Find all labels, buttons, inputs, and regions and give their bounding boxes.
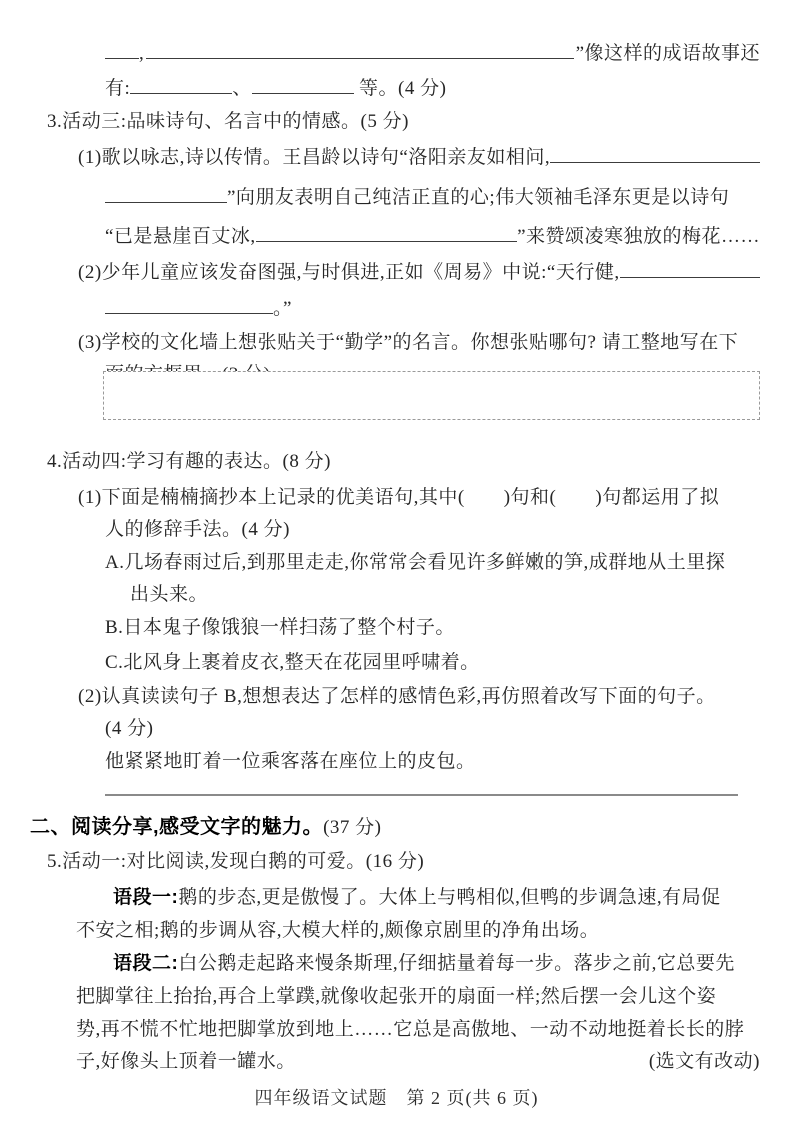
page-footer: 四年级语文试题 第 2 页(共 6 页) xyxy=(254,1088,539,1108)
q3-part2-line2 xyxy=(105,293,292,320)
q4-option-a-line2: 出头来。 xyxy=(130,584,209,605)
q4-option-a-line1: A.几场春雨过后,到那里走走,你常常会看见许多鲜嫩的笋,成群地从土里探 xyxy=(105,552,726,573)
question-5-title: 5.活动一:对比阅读,发现白鹅的可爱。(16 分) xyxy=(47,851,425,872)
passage-2-text-line1: 白公鹅走起路来慢条斯理,仔细掂量着每一步。落步之前,它总要先 xyxy=(178,953,735,974)
fill-in-blank xyxy=(550,145,760,163)
q2-line2-separator: 、 xyxy=(232,78,252,99)
q4-part2-line2: (4 分) xyxy=(105,718,154,739)
q4-part1-line2: 人的修辞手法。(4 分) xyxy=(105,519,290,540)
q4-part2-line1: (2)认真读读句子 B,想想表达了怎样的感情色彩,再仿照着改写下面的句子。 xyxy=(78,686,716,707)
q3-part1-line2 xyxy=(105,182,729,209)
q4-part1-line1: (1)下面是楠楠摘抄本上记录的优美语句,其中( )句和( )句都运用了拟 xyxy=(78,487,720,508)
q3-part1-line1 xyxy=(78,142,760,169)
q3-part1-line3 xyxy=(105,221,760,248)
q5-passage2-line4 xyxy=(76,1046,760,1073)
q2-continuation-line2 xyxy=(105,73,446,100)
q3-part1-text: (1)歌以咏志,诗以传情。王昌龄以诗句“洛阳亲友如相问, xyxy=(78,147,551,168)
passage-2-text-line4: 子,好像头上顶着一罐水。 xyxy=(76,1051,296,1072)
passage-1-text-line1: 鹅的步态,更是傲慢了。大体上与鸭相似,但鸭的步调急速,有局促 xyxy=(178,887,721,908)
fill-in-blank xyxy=(105,41,139,59)
q5-passage1-line2: 不安之相;鹅的步调从容,大模大样的,颇像京剧里的净角出场。 xyxy=(76,920,600,941)
question-3-title: 3.活动三:品味诗句、名言中的情感。(5 分) xyxy=(47,111,409,132)
q3-part2-line2-text: 。” xyxy=(273,298,292,319)
q2-line1-tail: ”像这样的成语故事还 xyxy=(575,43,760,64)
q3-part1-line3-pre: “已是悬崖百丈冰, xyxy=(105,226,256,247)
q3-part3-line1: (3)学校的文化墙上想张贴关于“勤学”的名言。你想张贴哪句? 请工整地写在下 xyxy=(78,332,739,353)
q5-passage1-line1 xyxy=(113,882,721,909)
q3-part2-line1 xyxy=(78,257,760,284)
q3-part2-text: (2)少年儿童应该发奋图强,与时俱进,正如《周易》中说:“天行健, xyxy=(78,262,620,283)
answer-line xyxy=(105,794,738,796)
section-2-score: (37 分) xyxy=(323,817,382,838)
source-note: (选文有改动) xyxy=(648,1051,760,1072)
q2-continuation-line1 xyxy=(105,38,760,65)
fill-in-blank xyxy=(256,224,517,242)
q3-part1-line3-tail: ”来赞颂凌寒独放的梅花…… xyxy=(517,226,760,247)
q2-line2-pre: 有: xyxy=(105,78,131,99)
q4-option-c: C.北风身上裹着皮衣,整天在花园里呼啸着。 xyxy=(105,652,480,673)
fill-in-blank xyxy=(130,76,232,94)
quote-writing-box xyxy=(103,371,760,420)
fill-in-blank xyxy=(105,296,273,314)
q2-line2-tail: 等。(4 分) xyxy=(359,78,447,99)
passage-1-label: 语段一: xyxy=(113,887,179,908)
question-4-title: 4.活动四:学习有趣的表达。(8 分) xyxy=(47,451,331,472)
fill-in-blank xyxy=(252,76,354,94)
section-2-heading xyxy=(30,810,381,839)
q5-passage2-line2: 把脚掌往上抬抬,再合上掌蹼,就像收起张开的扇面一样;然后摆一会儿这个姿 xyxy=(76,986,717,1007)
fill-in-blank xyxy=(146,41,573,59)
fill-in-blank xyxy=(105,185,227,203)
q3-part1-line2-text: ”向朋友表明自己纯洁正直的心;伟大领袖毛泽东更是以诗句 xyxy=(227,187,730,208)
passage-2-label: 语段二: xyxy=(113,953,179,974)
q4-option-b: B.日本鬼子像饿狼一样扫荡了整个村子。 xyxy=(105,617,455,638)
q5-passage2-line1 xyxy=(113,948,735,975)
q5-passage2-line3: 势,再不慌不忙地把脚掌放到地上……它总是高傲地、一动不动地挺着长长的脖 xyxy=(76,1019,745,1040)
section-2-title-text: 二、阅读分享,感受文字的魅力。 xyxy=(30,816,324,838)
q2-line1-comma: , xyxy=(139,43,145,64)
fill-in-blank xyxy=(620,260,760,278)
q4-part2-sentence: 他紧紧地盯着一位乘客落在座位上的皮包。 xyxy=(105,751,476,772)
